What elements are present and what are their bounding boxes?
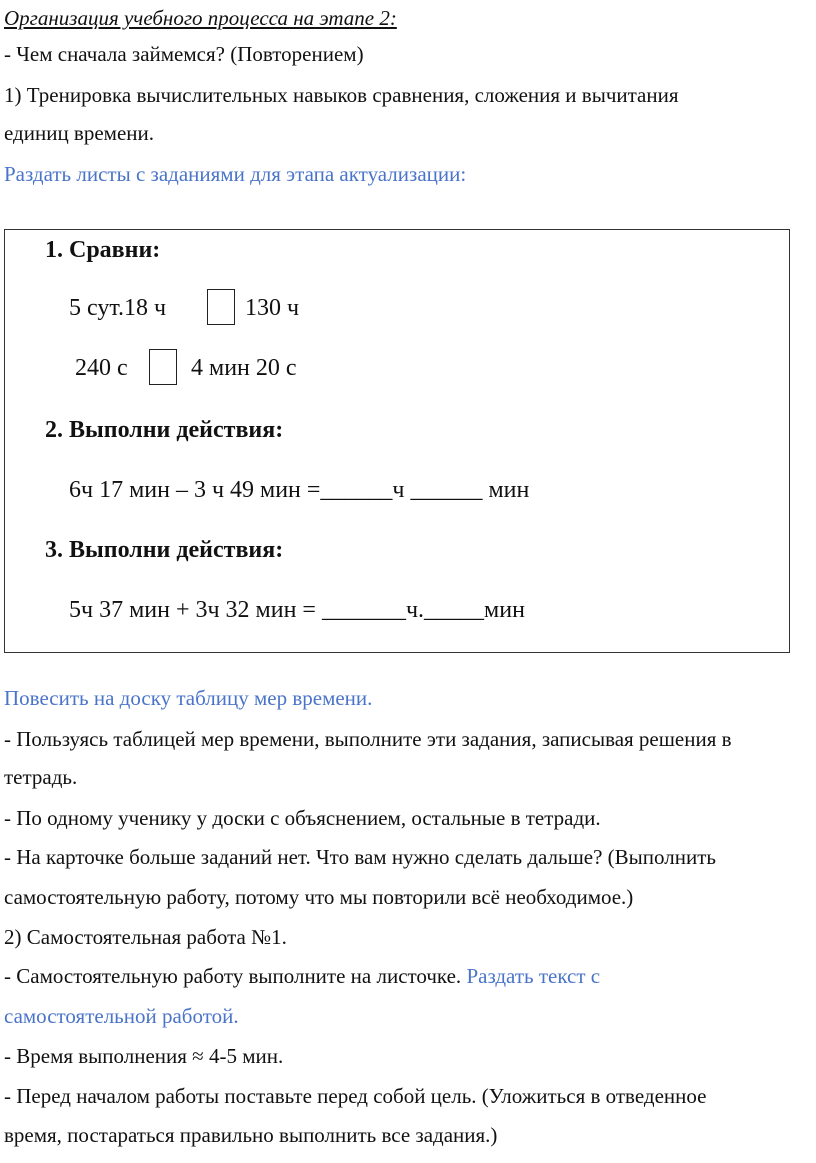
text-line: время, постараться правильно выполнить все задания.) <box>4 1123 498 1147</box>
task3-expression: 5ч 37 мин + 3ч 32 мин = _______ч._____мин <box>69 597 525 623</box>
compare-box[interactable] <box>149 349 177 385</box>
text-line: - Время выполнения ≈ 4-5 мин. <box>4 1044 284 1068</box>
text-line: 2) Самостоятельная работа №1. <box>4 925 287 949</box>
task2-expression: 6ч 17 мин – 3 ч 49 мин =______ч ______ мин <box>69 477 530 503</box>
task1-title: 1. Сравни: <box>45 237 161 263</box>
text-line: 1) Тренировка вычислительных навыков сравнения, сложения и вычитания <box>4 83 679 107</box>
section-heading: Организация учебного процесса на этапе 2: <box>4 6 397 30</box>
teacher-instruction: самостоятельной работой. <box>4 1004 239 1028</box>
text-line: единиц времени. <box>4 121 155 145</box>
text-line: самостоятельную работу, потому что мы повторили всё необходимое.) <box>4 885 634 909</box>
teacher-instruction: Раздать листы с заданиями для этапа актуализации: <box>4 162 467 186</box>
compare-box[interactable] <box>207 289 235 325</box>
text-line: - Чем сначала займемся? (Повторением) <box>4 42 364 66</box>
teacher-instruction: Повесить на доску таблицу мер времени. <box>4 686 373 710</box>
teacher-instruction: Раздать текст с <box>466 964 601 988</box>
text-line: - По одному ученику у доски с объяснением, остальные в тетради. <box>4 806 601 830</box>
text-line: тетрадь. <box>4 765 78 789</box>
text-line: - Перед началом работы поставьте перед собой цель. (Уложиться в отведенное <box>4 1084 707 1108</box>
task1-left-a: 5 сут.18 ч <box>69 295 167 321</box>
text-line: - На карточке больше заданий нет. Что вам нужно сделать дальше? (Выполнить <box>4 845 716 869</box>
task1-right-b: 4 мин 20 с <box>191 355 297 381</box>
task3-title: 3. Выполни действия: <box>45 537 284 563</box>
text-segment: - Самостоятельную работу выполните на листочке. <box>4 964 467 988</box>
task1-right-a: 130 ч <box>245 295 300 321</box>
text-line-mixed <box>4 962 600 990</box>
text-line: - Пользуясь таблицей мер времени, выполните эти задания, записывая решения в <box>4 727 732 751</box>
task2-title: 2. Выполни действия: <box>45 417 284 443</box>
task1-left-b: 240 с <box>75 355 128 381</box>
task-card <box>4 229 790 653</box>
